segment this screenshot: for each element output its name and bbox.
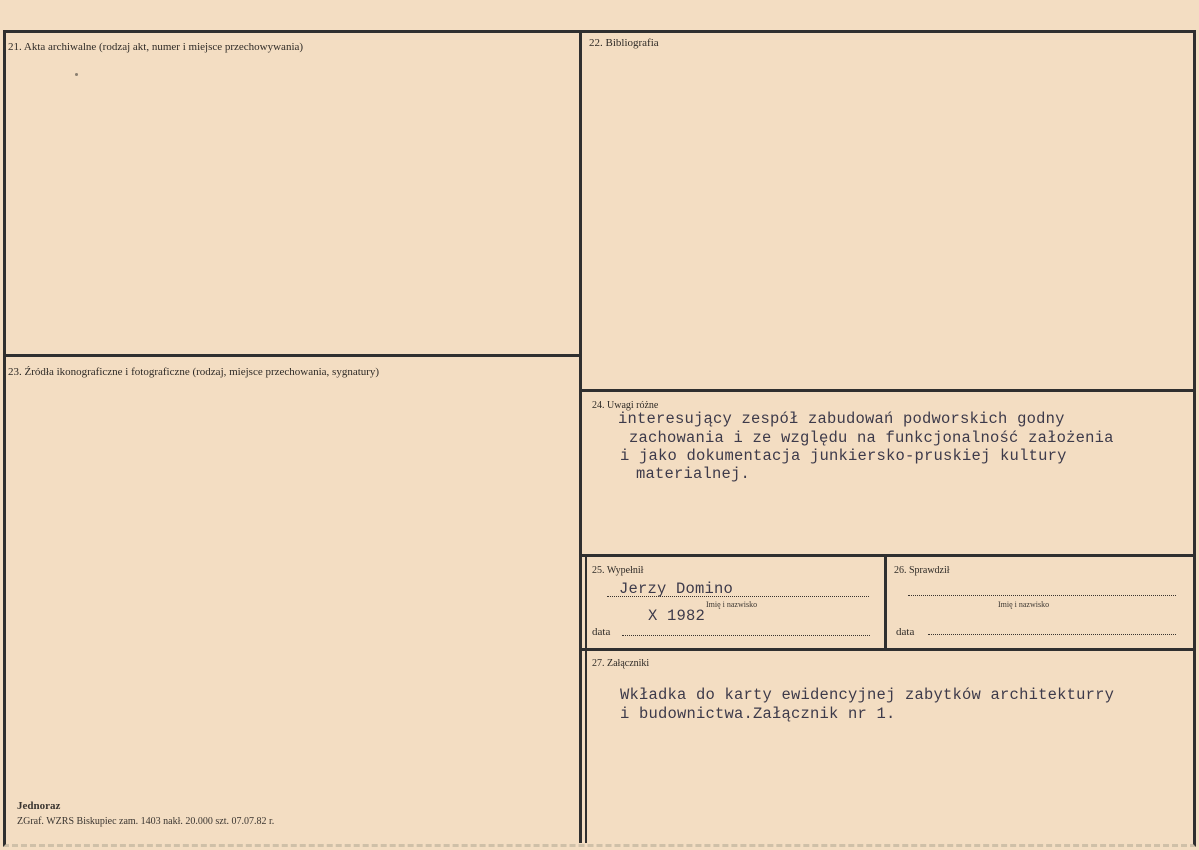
- divider-22-24: [582, 389, 1193, 392]
- remarks-line-4: materialnej.: [636, 465, 751, 483]
- section-21-label: 21. Akta archiwalne (rodzaj akt, numer i miejsce przechowywania): [8, 41, 304, 53]
- filled-by-date-value: X 1982: [648, 607, 706, 625]
- checked-by-name-line: [908, 595, 1176, 596]
- section-24-label: 24. Uwagi różne: [592, 400, 659, 411]
- section-22-label: 22. Bibliografia: [589, 37, 659, 49]
- divider-25-27: [582, 648, 1193, 651]
- remarks-line-3: i jako dokumentacja junkiersko-pruskiej kultury: [620, 447, 1067, 465]
- filled-by-name-caption: Imię i nazwisko: [706, 600, 758, 609]
- checked-by-name-caption: Imię i nazwisko: [998, 600, 1050, 609]
- checked-by-date-line: [928, 634, 1176, 635]
- divider-25-26: [884, 557, 887, 649]
- divider-21-23: [6, 354, 579, 357]
- filled-by-name-line: [607, 596, 869, 597]
- attachments-line-1: Wkładka do karty ewidencyjnej zabytków architekturry: [620, 686, 1115, 704]
- divider-27-left-double: [585, 557, 587, 843]
- footer-imprint: ZGraf. WZRS Biskupiec zam. 1403 nakł. 20.000 szt. 07.07.82 r.: [17, 816, 275, 827]
- attachments-line-2: i budownictwa.Załącznik nr 1.: [620, 705, 896, 723]
- remarks-line-2: zachowania i ze względu na funkcjonalność założenia: [629, 429, 1114, 447]
- section-26-label: 26. Sprawdził: [894, 565, 950, 576]
- footer-title: Jednoraz: [17, 800, 61, 812]
- filled-by-date-label: data: [592, 626, 611, 638]
- section-25-label: 25. Wypełnił: [592, 565, 644, 576]
- checked-by-date-label: data: [896, 626, 915, 638]
- remarks-line-1: interesujący zespół zabudowań podworskich godny: [618, 410, 1065, 428]
- column-divider: [579, 33, 582, 843]
- section-27-label: 27. Załączniki: [592, 658, 650, 669]
- divider-24-25: [582, 554, 1193, 557]
- filled-by-date-line: [622, 635, 870, 636]
- filled-by-name: Jerzy Domino: [619, 580, 734, 598]
- paper-speck: [75, 73, 78, 76]
- section-23-label: 23. Źródła ikonograficzne i fotograficzne (rodzaj, miejsce przechowania, sygnatury): [8, 366, 380, 378]
